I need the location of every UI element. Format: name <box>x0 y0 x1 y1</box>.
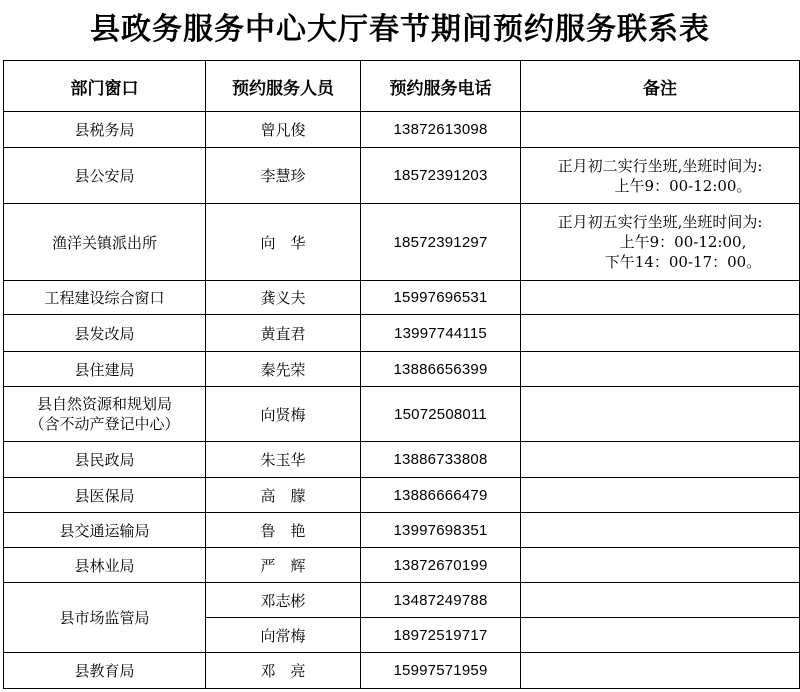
table-row <box>4 387 800 442</box>
person-cell: 向常梅 <box>206 618 361 653</box>
table-row <box>4 315 800 352</box>
dept-line: 县自然资源和规划局 <box>36 395 172 413</box>
header-note: 备注 <box>521 61 800 112</box>
table-row <box>4 148 800 204</box>
note-cell <box>521 352 800 387</box>
contact-table <box>3 60 800 689</box>
person-cell: 邓志彬 <box>206 583 361 618</box>
header-dept: 部门窗口 <box>4 61 206 112</box>
phone-cell: 15997696531 <box>361 281 521 315</box>
note-cell <box>521 653 800 689</box>
person-cell: 向 华 <box>206 204 361 281</box>
dept-cell: 县交通运输局 <box>4 513 206 548</box>
person-cell: 曾凡俊 <box>206 112 361 148</box>
table-row <box>4 583 800 618</box>
dept-cell: 县住建局 <box>4 352 206 387</box>
dept-cell: 县林业局 <box>4 548 206 583</box>
phone-cell: 13487249788 <box>361 583 521 618</box>
note-line: 正月初二实行坐班,坐班时间为: <box>557 156 763 175</box>
dept-cell <box>4 387 206 442</box>
dept-line: （含不动产登记中心） <box>29 415 180 433</box>
person-cell: 向贤梅 <box>206 387 361 442</box>
table-row <box>4 513 800 548</box>
phone-cell: 13886666479 <box>361 478 521 513</box>
note-line: 上午9：00-12:00, <box>619 233 747 251</box>
dept-cell: 工程建设综合窗口 <box>4 281 206 315</box>
note-cell <box>521 513 800 548</box>
person-cell: 黄直君 <box>206 315 361 352</box>
note-line: 上午9：00-12:00。 <box>614 176 752 195</box>
table-row <box>4 281 800 315</box>
phone-cell: 13997698351 <box>361 513 521 548</box>
note-line: 正月初五实行坐班,坐班时间为: <box>557 213 763 231</box>
note-cell <box>521 112 800 148</box>
dept-cell: 渔洋关镇派出所 <box>4 204 206 281</box>
table-row <box>4 548 800 583</box>
person-cell: 高 朦 <box>206 478 361 513</box>
note-cell <box>521 148 800 204</box>
phone-cell: 18572391297 <box>361 204 521 281</box>
note-cell <box>521 583 800 618</box>
phone-cell: 13886733808 <box>361 442 521 478</box>
table-row <box>4 478 800 513</box>
phone-cell: 13997744115 <box>361 315 521 352</box>
phone-cell: 13886656399 <box>361 352 521 387</box>
dept-cell: 县民政局 <box>4 442 206 478</box>
person-cell: 秦先荣 <box>206 352 361 387</box>
note-cell <box>521 442 800 478</box>
person-cell: 朱玉华 <box>206 442 361 478</box>
note-line: 下午14：00-17：00。 <box>604 253 762 271</box>
header-row <box>4 61 800 112</box>
phone-cell: 13872670199 <box>361 548 521 583</box>
phone-cell: 13872613098 <box>361 112 521 148</box>
phone-cell: 15072508011 <box>361 387 521 442</box>
dept-cell: 县公安局 <box>4 148 206 204</box>
note-cell <box>521 315 800 352</box>
note-cell <box>521 548 800 583</box>
note-cell <box>521 204 800 281</box>
person-cell: 龚义夫 <box>206 281 361 315</box>
note-cell <box>521 618 800 653</box>
dept-cell: 县市场监管局 <box>4 583 206 653</box>
person-cell: 李慧珍 <box>206 148 361 204</box>
dept-cell: 县医保局 <box>4 478 206 513</box>
table-row <box>4 352 800 387</box>
page-title: 县政务服务中心大厅春节期间预约服务联系表 <box>90 12 710 47</box>
person-cell: 鲁 艳 <box>206 513 361 548</box>
dept-cell: 县发改局 <box>4 315 206 352</box>
table-row <box>4 112 800 148</box>
person-cell: 严 辉 <box>206 548 361 583</box>
table-row <box>4 653 800 689</box>
dept-cell: 县税务局 <box>4 112 206 148</box>
phone-cell: 18572391203 <box>361 148 521 204</box>
note-cell <box>521 387 800 442</box>
dept-cell: 县教育局 <box>4 653 206 689</box>
phone-cell: 18972519717 <box>361 618 521 653</box>
table-row <box>4 204 800 281</box>
header-phone: 预约服务电话 <box>361 61 521 112</box>
note-cell <box>521 478 800 513</box>
person-cell: 邓 亮 <box>206 653 361 689</box>
table-row <box>4 442 800 478</box>
note-cell <box>521 281 800 315</box>
phone-cell: 15997571959 <box>361 653 521 689</box>
header-person: 预约服务人员 <box>206 61 361 112</box>
